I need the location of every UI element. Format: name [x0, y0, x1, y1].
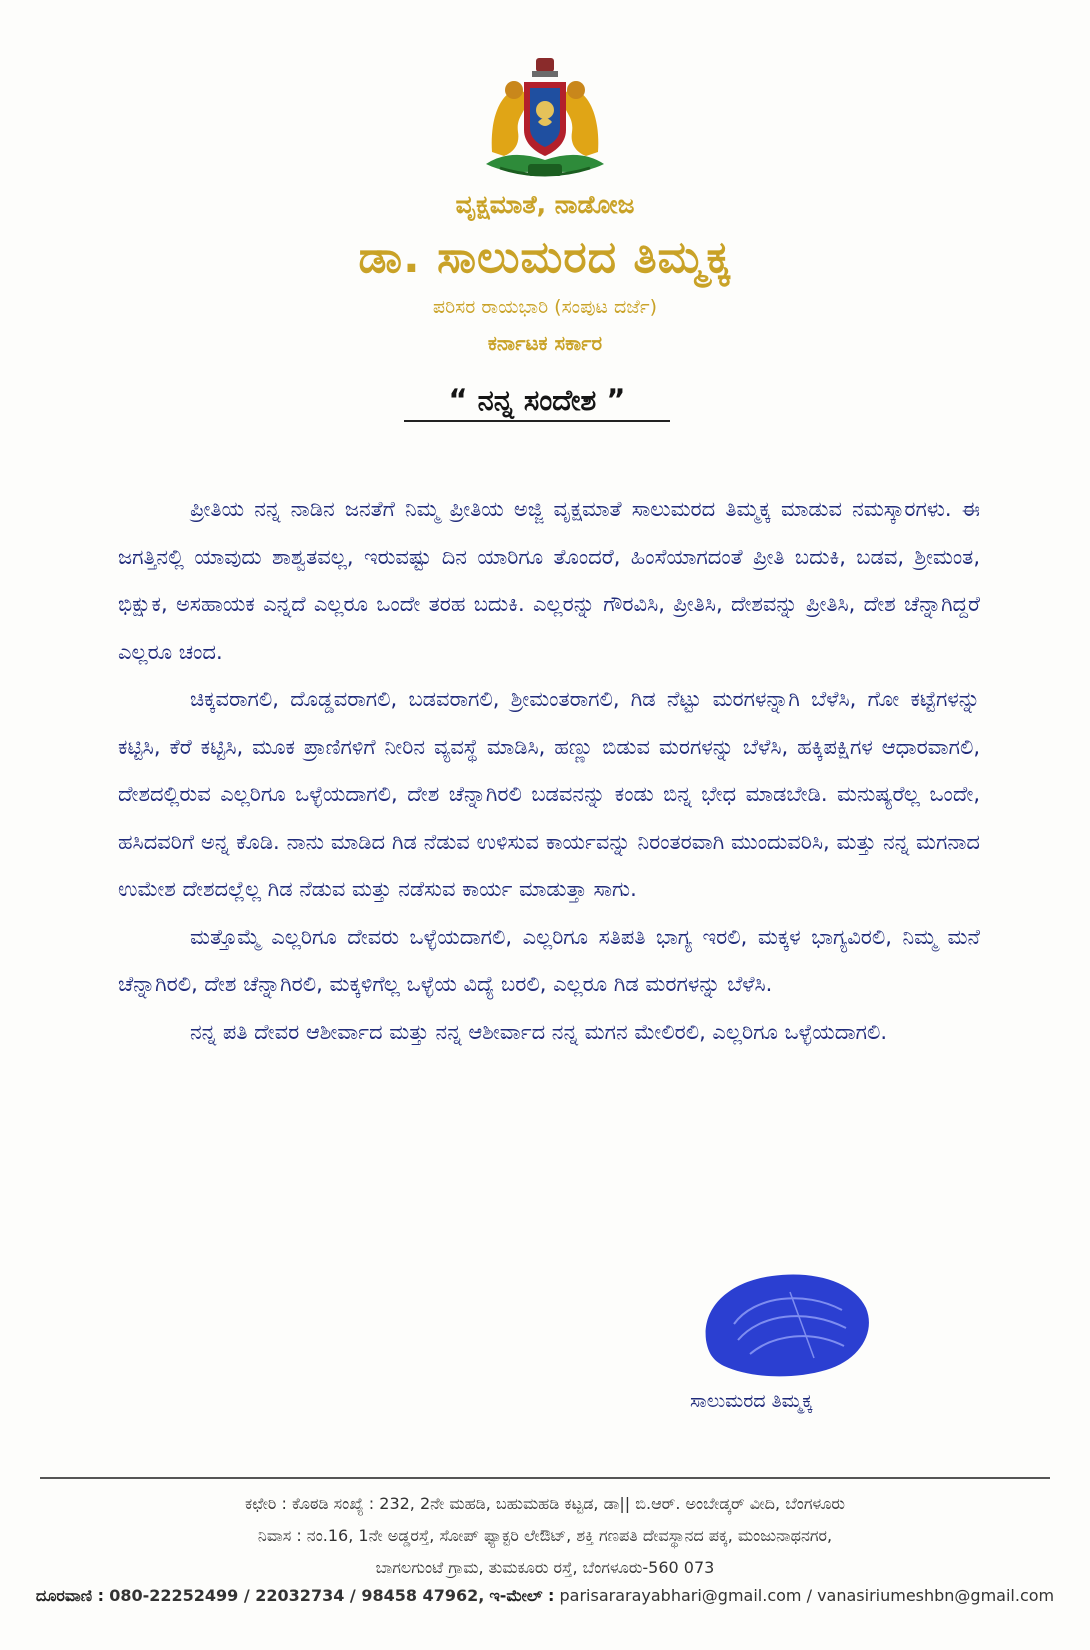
message-title: “ ನನ್ನ ಸಂದೇಶ ” — [404, 383, 670, 422]
paragraph: ಚಿಕ್ಕವರಾಗಲಿ, ದೊಡ್ಡವರಾಗಲಿ, ಬಡವರಾಗಲಿ, ಶ್ರೀಮಂತರಾಗಲಿ, ಗಿಡ ನೆಟ್ಟು ಮರಗಳನ್ನಾಗಿ ಬೆಳೆಸಿ, ಗೋ ಕಟ್ಟೆಗಳನ್ನು ಕಟ್ಟಿಸಿ, ಕೆರೆ ಕಟ್ಟಿಸಿ, ಮೂಕ ಪ್ರಾಣಿಗಳಿಗೆ ನೀರಿನ ವ್ಯವಸ್ಥೆ ಮಾಡಿಸಿ, ಹಣ್ಣು ಬಿಡುವ ಮರಗಳನ್ನು ಬೆಳೆಸಿ, ಹಕ್ಕಿಪಕ್ಷಿಗಳ ಆಧಾರವಾಗಲಿ, ದೇಶದಲ್ಲಿರುವ ಎಲ್ಲರಿಗೂ ಒಳ್ಳೆಯದಾಗಲಿ, ದೇಶ ಚೆನ್ನಾಗಿರಲಿ ಬಡವನನ್ನು ಕಂಡು ಬಿನ್ನ ಭೇಧ ಮಾಡಬೇಡಿ. ಮನುಷ್ಯರೆಲ್ಲ ಒಂದೇ, ಹಸಿದವರಿಗೆ ಅನ್ನ ಕೊಡಿ. ನಾನು ಮಾಡಿದ ಗಿಡ ನೆಡುವ ಉಳಿಸುವ ಕಾರ್ಯವನ್ನು ನಿರಂತರವಾಗಿ ಮುಂದುವರಿಸಿ, ಮತ್ತು ನನ್ನ ಮಗನಾದ ಉಮೇಶ ದೇಶದಲ್ಲೆಲ್ಲ ಗಿಡ ನೆಡುವ ಮತ್ತು ನಡೆಸುವ ಕಾರ್ಯ ಮಾಡುತ್ತಾ ಸಾಗು. — [118, 687, 980, 901]
email-addresses[interactable]: parisararayabhari@gmail.com / vanasiriumeshbn@gmail.com — [559, 1586, 1055, 1605]
post-title: ಪರಿಸರ ರಾಯಭಾರಿ (ಸಂಪುಟ ದರ್ಜೆ) — [432, 296, 658, 318]
signatory-name: ಸಾಲುಮರದ ತಿಮ್ಮಕ್ಕ — [690, 1390, 813, 1412]
honorific-title: ವೃಕ್ಷಮಾತೆ, ನಾಡೋಜ — [455, 190, 635, 219]
office-address: ಕಛೇರಿ : ಕೊಠಡಿ ಸಂಖ್ಯೆ : 232, 2ನೇ ಮಹಡಿ, ಬಹುಮಹಡಿ ಕಟ್ಟಡ, ಡಾ|| ಬಿ.ಆರ್. ಅಂಬೇಡ್ಕರ್ ವೀದಿ, ಬೆಂಗಳೂರು — [245, 1494, 845, 1513]
karnataka-emblem-icon — [480, 52, 610, 187]
paragraph: ಮತ್ತೊಮ್ಮೆ ಎಲ್ಲರಿಗೂ ದೇವರು ಒಳ್ಳೆಯದಾಗಲಿ, ಎಲ್ಲರಿಗೂ ಸತಿಪತಿ ಭಾಗ್ಯ ಇರಲಿ, ಮಕ್ಕಳ ಭಾಗ್ಯವಿರಲಿ, ನಿಮ್ಮ ಮನೆ ಚೆನ್ನಾಗಿರಲಿ, ದೇಶ ಚೆನ್ನಾಗಿರಲಿ, ಮಕ್ಕಳಿಗೆಲ್ಲ ಒಳ್ಳೆಯ ವಿದ್ಯೆ ಬರಲಿ, ಎಲ್ಲರೂ ಗಿಡ ಮರಗಳನ್ನು ಬೆಳೆಸಿ. — [118, 924, 980, 996]
paragraph: ಪ್ರೀತಿಯ ನನ್ನ ನಾಡಿನ ಜನತೆಗೆ ನಿಮ್ಮ ಪ್ರೀತಿಯ ಅಜ್ಜಿ ವೃಕ್ಷಮಾತೆ ಸಾಲುಮರದ ತಿಮ್ಮಕ್ಕ ಮಾಡುವ ನಮಸ್ಕಾರಗಳು. ಈ ಜಗತ್ತಿನಲ್ಲಿ ಯಾವುದು ಶಾಶ್ವತವಲ್ಲ, ಇರುವಷ್ಟು ದಿನ ಯಾರಿಗೂ ತೊಂದರೆ, ಹಿಂಸೆಯಾಗದಂತೆ ಪ್ರೀತಿ ಬದುಕಿ, ಬಡವ, ಶ್ರೀಮಂತ, ಭಿಕ್ಷುಕ, ಅಸಹಾಯಕ ಎನ್ನದೆ ಎಲ್ಲರೂ ಒಂದೇ ತರಹ ಬದುಕಿ. ಎಲ್ಲರನ್ನು ಗೌರವಿಸಿ, ಪ್ರೀತಿಸಿ, ದೇಶವನ್ನು ಪ್ರೀತಿಸಿ, ದೇಶ ಚೆನ್ನಾಗಿದ್ದರೆ ಎಲ್ಲರೂ ಚಂದ. — [118, 497, 980, 664]
thumbprint-icon — [694, 1262, 874, 1382]
name-heading: ಡಾ. ಸಾಲುಮರದ ತಿಮ್ಮಕ್ಕ — [358, 232, 732, 283]
government-title: ಕರ್ನಾಟಕ ಸರ್ಕಾರ — [487, 331, 603, 355]
paragraph: ನನ್ನ ಪತಿ ದೇವರ ಆಶೀರ್ವಾದ ಮತ್ತು ನನ್ನ ಆಶೀರ್ವಾದ ನನ್ನ ಮಗನ ಮೇಲಿರಲಿ, ಎಲ್ಲರಿಗೂ ಒಳ್ಳೆಯದಾಗಲಿ. — [190, 1019, 888, 1044]
phone-label: ದೂರವಾಣಿ : — [35, 1586, 105, 1605]
message-body — [118, 486, 980, 1056]
residence-address-line2: ಬಾಗಲಗುಂಟೆ ಗ್ರಾಮ, ತುಮಕೂರು ರಸ್ತೆ, ಬೆಂಗಳೂರು-560 073 — [375, 1558, 715, 1577]
email-label: ಇ-ಮೇಲ್ : — [489, 1586, 555, 1605]
residence-address: ನಿವಾಸ : ನಂ.16, 1ನೇ ಅಡ್ಡರಸ್ತೆ, ಸೋಪ್ ಫ್ಯಾಕ್ಟರಿ ಲೇಔಟ್, ಶಕ್ತಿ ಗಣಪತಿ ದೇವಸ್ಥಾನದ ಪಕ್ಕ, ಮಂಜುನಾಥನಗರ, — [257, 1526, 833, 1545]
contact-line — [0, 1586, 1090, 1606]
phone-numbers: 080-22252499 / 22032734 / 98458 47962, — [109, 1586, 485, 1605]
footer-divider — [40, 1477, 1050, 1479]
